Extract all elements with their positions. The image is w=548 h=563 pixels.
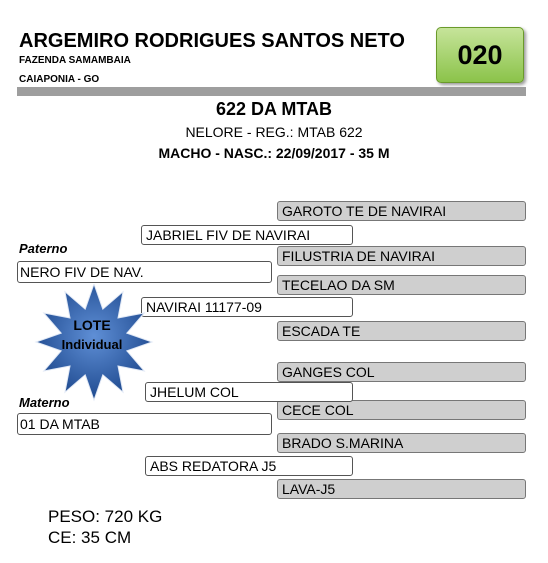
owner-name: ARGEMIRO RODRIGUES SANTOS NETO <box>19 30 405 52</box>
maternal-grandsire: JHELUM COL <box>145 382 353 402</box>
badge-line2: Individual <box>61 337 123 352</box>
weight-stat: PESO: 720 KG <box>48 507 163 526</box>
header-divider <box>17 87 526 96</box>
animal-name: 622 DA MTAB <box>215 99 332 119</box>
paternal-grandsire: JABRIEL FIV DE NAVIRAI <box>141 225 353 245</box>
ce-stat: CE: 35 CM <box>48 528 132 547</box>
paternal-granddam: NAVIRAI 11177-09 <box>141 297 353 317</box>
sire-box: NERO FIV DE NAV. <box>17 261 272 283</box>
great-grandparent-7: BRADO S.MARINA <box>277 433 526 453</box>
great-grandparent-3: TECELAO DA SM <box>277 275 526 295</box>
great-grandparent-4: ESCADA TE <box>277 321 526 341</box>
great-grandparent-6: CECE COL <box>277 400 526 420</box>
dam-box: 01 DA MTAB <box>17 413 272 435</box>
great-grandparent-8: LAVA-J5 <box>277 479 526 499</box>
maternal-granddam: ABS REDATORA J5 <box>145 456 353 476</box>
lote-individual-star-icon <box>32 284 162 404</box>
great-grandparent-1: GAROTO TE DE NAVIRAI <box>277 201 526 221</box>
farm-city: CAIAPONIA - GO <box>19 74 100 85</box>
sex-birth-info: MACHO - NASC.: 22/09/2017 - 35 M <box>158 145 390 161</box>
paterno-label: Paterno <box>19 241 68 256</box>
materno-label: Materno <box>19 395 70 410</box>
farm-name: FAZENDA SAMAMBAIA <box>19 55 131 66</box>
badge-line1: LOTE <box>73 317 111 333</box>
lot-number-badge: 020 <box>436 27 524 83</box>
great-grandparent-2: FILUSTRIA DE NAVIRAI <box>277 246 526 266</box>
great-grandparent-5: GANGES COL <box>277 362 526 382</box>
breed-registration: NELORE - REG.: MTAB 622 <box>185 124 363 140</box>
